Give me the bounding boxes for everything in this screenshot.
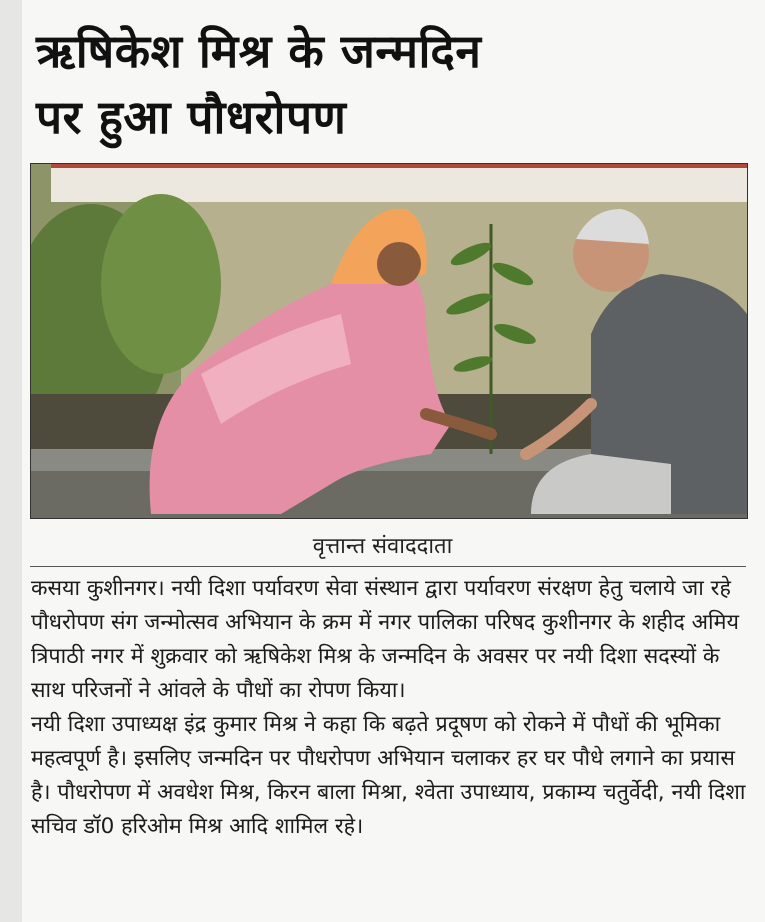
plantation-photo-icon [31, 164, 747, 518]
article-paragraph-2: नयी दिशा उपाध्यक्ष इंद्र कुमार मिश्र ने कहा कि बढ़ते प्रदूषण को रोकने में पौधों की भूमिका महत्वपूर्ण है। इसलिए जन्मदिन पर पौधरोपण अभियान चलाकर हर घर पौधे लगाने का प्रयास है। पौधरोपण में अवधेश मिश्र, किरन बाला मिश्रा, श्वेता उपाध्याय, प्रकाम्य चतुर्वेदी, नयी दिशा सचिव डॉ0 हरिओम मिश्र आदि शामिल रहे। [31, 712, 746, 839]
page-edge-strip [0, 0, 22, 922]
headline [36, 18, 736, 150]
headline-line-1: ऋषिकेश मिश्र के जन्मदिन [36, 24, 482, 78]
byline-divider [30, 566, 746, 567]
byline: वृत्तान्त संवाददाता [312, 534, 453, 559]
article-paragraph-1: कसया कुशीनगर। नयी दिशा पर्यावरण सेवा संस्थान द्वारा पर्यावरण संरक्षण हेतु चलाये जा रहे पौधरोपण संग जन्मोत्सव अभियान के क्रम में नगर पालिका परिषद कुशीनगर के शहीद अमिय त्रिपाठी नगर में शुक्रवार को ऋषिकेश मिश्र के जन्मदिन के अवसर पर नयी दिशा सदस्यों के साथ परिजनों ने आंवले के पौधों का रोपण किया। [31, 576, 739, 703]
news-photo [30, 163, 748, 519]
headline-line-2: पर हुआ पौधरोपण [36, 90, 347, 144]
article-body [31, 572, 747, 844]
